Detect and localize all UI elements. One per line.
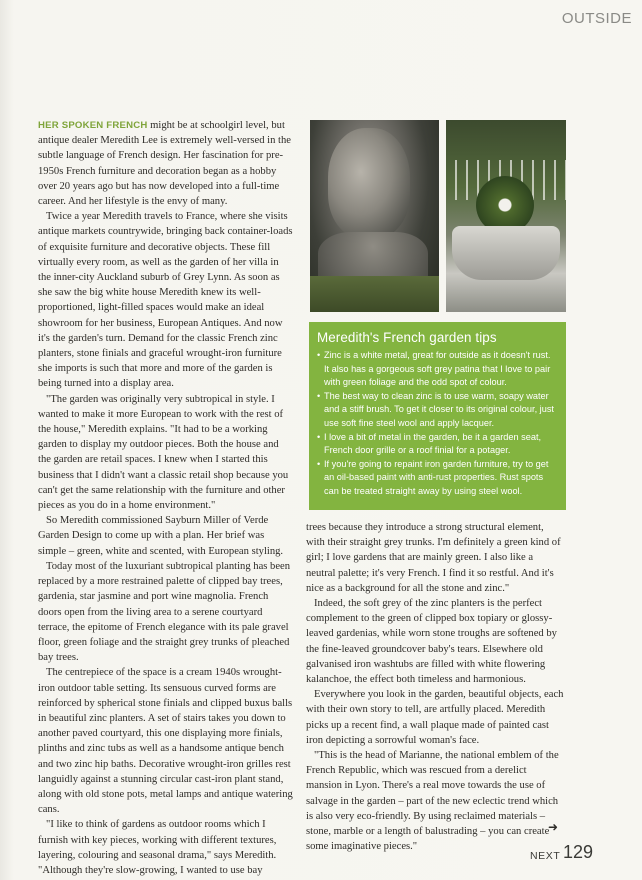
article-right-column [306,520,564,854]
tips-item [317,431,558,458]
article-left-column [38,118,293,878]
article-paragraph: Indeed, the soft grey of the zinc planters is the perfect complement to the green of clipped box topiary or glossy-leaved gardenias, while worn stone troughs are softened by the fine-leaved groundcover baby's tears. Elsewhere old galvanised iron washtubs are filled with white flowering kalanchoe, the effect both timeless and harmonious. [306,598,557,686]
article-paragraph: Twice a year Meredith travels to France, where she visits antique markets countrywide, bringing back container-loads of exquisite furniture and decorative objects. These fill virtually every room, as well as the garden of her villa in the inner-city Auckland suburb of Grey Lynn. As soon as she saw the big white house Meredith knew its well-proportioned, light-filled spaces would make an ideal showroom for her business, European Antiques. And now it's the garden's turn. Demand for the classic French zinc planters, stone finials and graceful wrought-iron furniture she imports is such that more and more of the garden is being turned into a display area. [38,211,293,390]
section-label: OUTSIDE [561,10,632,27]
article-paragraph: So Meredith commissioned Sayburn Miller of Verde Garden Design to come up with a plan. Her brief was simple – green, white and scented, with European styling. [38,515,284,557]
zinc-planter-photo [446,120,566,312]
continue-arrow-icon: ➜ [548,820,559,834]
article-paragraph-text: might be at schoolgirl level, but antique dealer Meredith Lee is extremely well-versed in the subtle language of French design. Her fascination for pre-1950s French furniture and decoration began as a hobby over 20 years ago but has now developed into a full-time career. And her lifestyle is the envy of many. [38,120,291,208]
article-paragraph: "I like to think of gardens as outdoor rooms which I furnish with key pieces, working with different textures, layering, colouring and seasonal drama," says Meredith. "Although they're slow-growing, I wanted to use bay [38,819,277,876]
statue-photo [310,120,439,312]
article-paragraph: "This is the head of Marianne, the national emblem of the French Republic, which was rescued from a derelict mansion in Lyon. There's a real move towards the use of salvage in the garden – part of the new eclectic trend which is also very eco-friendly. By using reclaimed materials – stone, marble or a length of balustrading – you can create some imaginative pieces." [306,750,559,853]
tips-box [309,322,566,510]
tips-title: Meredith's French garden tips [317,330,497,345]
lead-in: HER SPOKEN FRENCH [38,120,148,131]
bullet-icon: • [317,390,321,401]
article-paragraph [38,118,293,209]
tips-item-text: I love a bit of metal in the garden, be it a garden seat, French door grille or a roof finial for a potager. [324,431,542,456]
bullet-icon: • [317,350,321,360]
tips-item [317,349,558,390]
article-paragraph: The centrepiece of the space is a cream 1940s wrought-iron outdoor table setting. Its sensuous curved forms are reinforced by spherical stone finials and clipped buxus balls in beautiful zinc planters. A set of stairs takes you down to another paved courtyard, this one displaying more finials, plinths and zinc tubs as well as a handsome antique bench and two zinc hip baths. Decorative wrought-iron grilles rest languidly against a stunning circular cast-iron plant stand, along with old stone pots, metal lamps and antique watering cans. [38,667,293,816]
tips-item-text: Zinc is a white metal, great for outside as it doesn't rust. It also has a gorgeous soft grey patina that I love to pair with green foliage and the odd spot of colour. [324,350,551,388]
article-paragraph: Today most of the luxuriant subtropical planting has been replaced by a more restrained palette of clipped bay trees, gardenia, star jasmine and port wine magnolia. French doors open from the living area to a serene courtyard terrace, the epitome of French elegance with its pale gravel floor, green foliage and the straight grey trunks of pleached bay trees. [38,560,291,664]
article-paragraph: trees because they introduce a strong structural element, with their straight grey trunks. I'm definitely a green kind of girl; I love gardens that are mainly green. I also like a neutral palette; it's very French. I find it so restful. And it's nice as a background for all the stone and zinc." [306,522,561,594]
tips-item-text: The best way to clean zinc is to use warm, soapy water and a stiff brush. To get it closer to its original colour, just use soft fine steel wool and apply lacquer. [324,390,554,428]
article-paragraph: "The garden was originally very subtropical in style. I wanted to make it more European to work with the rest of the house," Meredith explains. "It had to be a working garden to display my outdoor pieces. Both the house and the garden are retail spaces. I knew when I started this business that I didn't want a classic retail shop because you can't get the same relationship with the furniture and other pieces as you do in a home environment." [38,393,289,512]
tips-item [317,390,558,431]
bullet-icon: • [317,458,321,469]
next-label: NEXT [530,850,561,862]
page-number: 129 [563,842,594,862]
zinc-planter-shape [452,226,560,280]
bullet-icon: • [317,431,321,442]
moss-ground-shape [310,276,439,312]
article-paragraph: Everywhere you look in the garden, beautiful objects, each with their own story to tell, are artfully placed. Meredith picks up a recent find, a wall plaque made of painted cast iron depicting a sorrowful woman's face. [306,689,564,746]
tips-list [317,349,558,499]
tips-item [317,458,558,499]
tips-item-text: If you're going to repaint iron garden furniture, try to get an oil-based paint with anti-rust properties. Rust spots can be treated straight away by using steel wool. [324,458,549,496]
statue-head-shape [328,128,410,238]
